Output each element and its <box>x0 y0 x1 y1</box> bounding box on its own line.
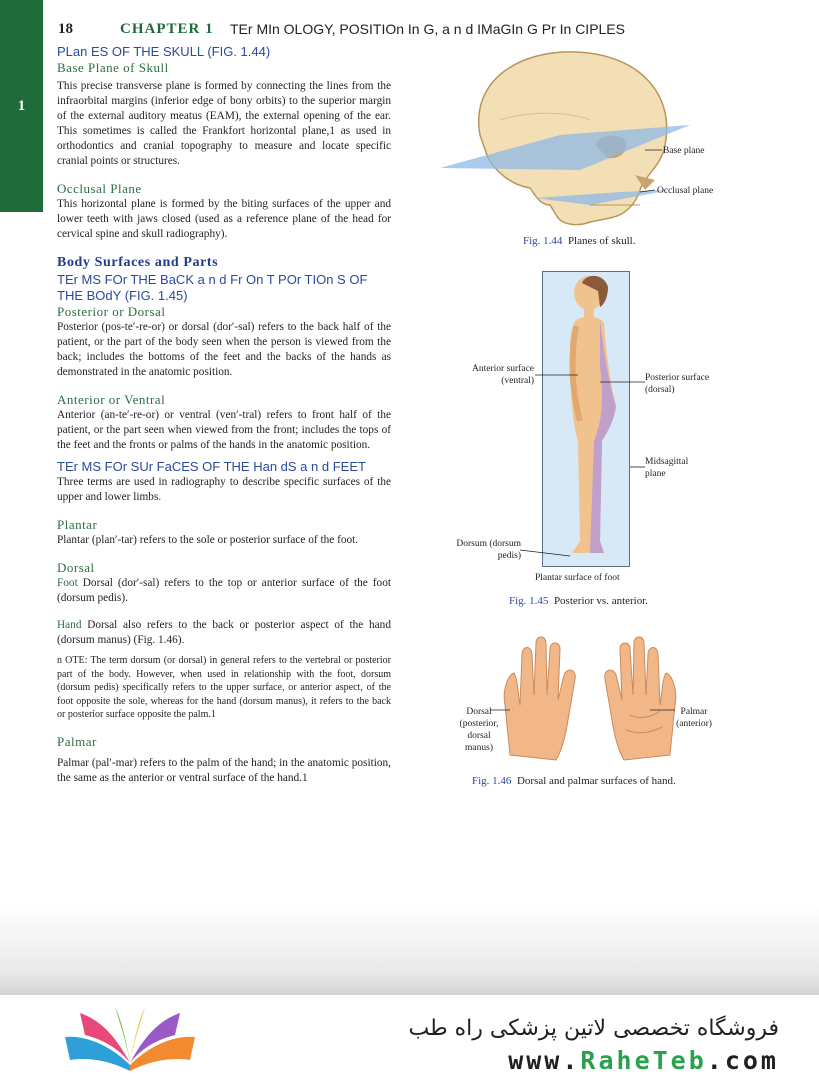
occlusal-plane-label: Occlusal plane <box>657 186 714 196</box>
posterior-heading: Posterior or Dorsal <box>57 304 166 319</box>
book-logo-icon <box>60 1005 200 1075</box>
dorsal-hand-lead: Hand <box>57 619 82 631</box>
hands-feet-heading: TEr MS FOr SUr FaCES OF THE Han dS a n d FEET <box>57 459 366 474</box>
chapter-label: CHAPTER 1 <box>120 21 214 37</box>
palmar-heading: Palmar <box>57 733 97 749</box>
occlusal-plane-heading: Occlusal Plane <box>57 181 142 196</box>
chapter-title: TEr MIn OLOGY, POSITIOn In G, a n d IMaGIn G Pr In CIPLES <box>230 21 625 37</box>
palmar-hand-label: Palmar (anterior) <box>676 707 712 729</box>
footer-shadow <box>0 905 819 995</box>
fig-1-46-leader-lines <box>490 705 690 725</box>
dorsal-hand-label: Dorsal (posterior, dorsal manus) <box>459 707 499 753</box>
base-plane-heading: Base Plane of Skull <box>57 60 169 75</box>
chapter-tab-number: 1 <box>17 98 26 114</box>
text-column <box>57 44 391 786</box>
note-text: n OTE: The term dorsum (or dorsal) in general refers to the vertebral or posterior part of the body. However, when used in relationship with the foot, dorsum (dorsum pedis) specifically refers to the upper surface, or anterior aspect, of the foot opposite the sole, whereas for the hand (dorsum manus), it refers to the back or posterior surface opposite the palm.1 <box>57 655 391 720</box>
hands-feet-text: Three terms are used in radiography to describe specific surfaces of the upper and lower limbs. <box>57 476 391 503</box>
skull-planes-heading: PLan ES OF THE SKULL (FIG. 1.44) <box>57 44 271 59</box>
palmar-hand <box>605 637 676 760</box>
anterior-heading: Anterior or Ventral <box>57 392 166 407</box>
anterior-surface-label: Anterior surface (ventral) <box>472 364 534 386</box>
body-surfaces-heading: Body Surfaces and Parts <box>57 255 219 270</box>
running-header <box>58 21 625 38</box>
hands-illustration <box>500 635 680 765</box>
back-front-fig-ref[interactable]: (FIG. 1.45) <box>124 288 188 303</box>
dorsal-hand-text: Dorsal also refers to the back or posterior aspect of the hand (dorsum manus) (Fig. 1.46). <box>57 619 391 646</box>
plantar-text: Plantar (plan′-tar) refers to the sole or posterior surface of the foot. <box>57 534 359 546</box>
fig-1-45-caption: Fig. 1.45 Posterior vs. anterior. <box>509 595 649 607</box>
dorsal-foot-text: Dorsal (dor′-sal) refers to the top or anterior surface of the foot (dorsum pedis). <box>57 577 391 604</box>
store-url[interactable]: www.RaheTeb.com <box>508 1046 779 1075</box>
fig-1-46-caption: Fig. 1.46 Dorsal and palmar surfaces of hand. <box>472 775 676 787</box>
page-number: 18 <box>58 21 73 37</box>
plantar-surface-label: Plantar surface of foot <box>535 573 620 583</box>
midsagittal-plane-label: Midsagittal plane <box>645 457 689 479</box>
skull-planes-fig-ref[interactable]: (FIG. 1.44) <box>207 44 271 59</box>
back-front-heading: TEr MS FOr THE BaCK a n d Fr On T POr TIOn S OF THE BOdY (FIG. 1.45) <box>57 272 368 303</box>
dorsal-heading: Dorsal <box>57 560 95 575</box>
dorsal-hand-paragraph <box>57 618 391 648</box>
base-plane-text: This precise transverse plane is formed by connecting the lines from the infraorbital margins (inferior edge of bony orbits) to the superior margin of the external auditory meatus (EAM), the external opening of the ear. This sometimes is called the Frankfort horizontal plane,1 as used in orthodontics and cranial topography to measure and locate specific cranial points or structures. <box>57 80 391 167</box>
posterior-text: Posterior (pos-te′-re-or) or dorsal (dor′-sal) refers to the back half of the patient, or the part of the body seen when the person is viewed from the back; includes the bottoms of the feet and the backs of the hands as demonstrated in the anatomic position. <box>57 321 391 378</box>
dorsal-hand <box>504 637 575 760</box>
plantar-heading: Plantar <box>57 517 98 532</box>
dorsal-foot-paragraph <box>57 576 391 606</box>
palmar-text: Palmar (pal′-mar) refers to the palm of the hand; in the anatomic position, the same as the anterior or ventral surface of the hand.1 <box>57 756 391 784</box>
dorsal-foot-lead: Foot <box>57 577 78 589</box>
chapter-tab <box>0 0 43 212</box>
skull-illustration <box>440 40 710 235</box>
base-plane-label: Base plane <box>663 146 705 156</box>
dorsum-pedis-label: Dorsum (dorsum pedis) <box>456 539 521 561</box>
fig-1-44-caption: Fig. 1.44 Planes of skull. <box>523 235 636 247</box>
store-name: فروشگاه تخصصی لاتین پزشکی راه طب <box>408 1016 779 1041</box>
posterior-surface-label: Posterior surface (dorsal) <box>645 373 710 395</box>
occlusal-plane-text: This horizontal plane is formed by the biting surfaces of the upper and lower teeth with jaws closed (used as a reference plane of the head for cervical spine and skull radiography). <box>57 198 391 240</box>
anterior-text: Anterior (an-te′-re-or) or ventral (ven′-tral) refers to front half of the patient, or the part seen when viewed from the front; includes the tops of the feet and the fronts or palms of the hands in the anatomic position. <box>57 409 391 451</box>
